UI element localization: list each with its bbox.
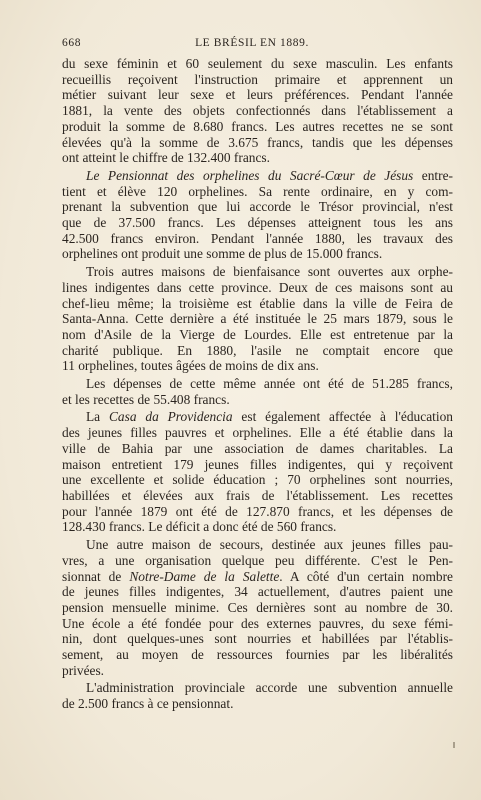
paragraph-7 bbox=[62, 680, 453, 711]
text-line: élevées qu'à la somme de 3.675 francs, tandis que les dépenses bbox=[62, 134, 453, 150]
text-line: L'administration provinciale accorde une subvention annuelle bbox=[86, 680, 453, 696]
text-line: pour l'année 1879 ont été de 127.870 francs, et les dépenses de bbox=[62, 503, 453, 519]
text-line: recueillis reçoivent l'instruction primaire et apprennent un bbox=[62, 71, 453, 87]
institution-name-casa-providencia: Casa da Providencia bbox=[108, 409, 233, 425]
text-fragment: est également affectée à l'éducation bbox=[232, 409, 453, 425]
text-line: Une autre maison de secours, destinée aux jeunes filles pau- bbox=[86, 537, 453, 553]
text-line: chef-lieu même; la troisième est établie dans la ville de Feira de bbox=[62, 295, 453, 311]
paper-speck bbox=[453, 742, 455, 748]
text-line: du sexe féminin et 60 seulement du sexe masculin. Les enfants bbox=[62, 56, 453, 71]
paragraph-2 bbox=[62, 168, 453, 262]
text-line: privées. bbox=[62, 662, 105, 678]
body-text bbox=[62, 56, 453, 712]
text-line: des jeunes filles pauvres et orphelines. Elle a été établie dans la bbox=[62, 425, 453, 441]
text-line: Trois autres maisons de bienfaisance sont ouvertes aux orphe- bbox=[86, 264, 453, 280]
text-line: produit la somme de 8.680 francs. Les autres recettes ne se sont bbox=[62, 118, 453, 134]
institution-name-salette: Notre-Dame de la Salette bbox=[129, 568, 280, 584]
paragraph-4 bbox=[62, 376, 453, 407]
text-line: Les dépenses de cette même année ont été de 51.285 francs, bbox=[86, 376, 453, 392]
text-fragment: La bbox=[86, 409, 109, 425]
text-line: une excellente et solide éducation ; 70 orphelines sont nourries, bbox=[62, 472, 453, 488]
text-line: 1881, la vente des objets confectionnés dans l'établissement a bbox=[62, 103, 453, 119]
text-line: Une école a été fondée pour des externes pauvres, du sexe fémi- bbox=[62, 615, 453, 631]
text-line: 11 orphelines, toutes âgées de moins de dix ans. bbox=[62, 358, 319, 374]
text-line: maison entretient 179 jeunes filles indigentes, qui y reçoivent bbox=[62, 456, 453, 472]
text-fragment: sionnat de bbox=[62, 568, 130, 584]
running-head bbox=[62, 37, 442, 51]
text-line: charité publique. En 1880, l'asile ne comptait encore que bbox=[62, 342, 453, 358]
text-line: 42.500 francs environ. Pendant l'année 1880, les travaux des bbox=[62, 230, 453, 246]
text-line: ville de Bahia par une association de dames charitables. La bbox=[62, 440, 453, 456]
text-line: orphelines ont produit une somme de plus de 15.000 francs. bbox=[62, 246, 383, 262]
text-line bbox=[62, 168, 453, 184]
institution-name-sacre-coeur: Le Pensionnat des orphelines du Sacré-Cœur de Jésus bbox=[86, 167, 414, 183]
text-line: nin, dont quelques-unes sont nourries et habillées par l'établis- bbox=[62, 631, 453, 647]
running-title: LE BRÉSIL EN 1889. bbox=[195, 37, 309, 49]
text-line: sement, au moyen de ressources fournies par les libéralités bbox=[62, 647, 453, 663]
paragraph-6 bbox=[62, 537, 453, 678]
text-line: de 2.500 francs à ce pensionnat. bbox=[62, 696, 234, 712]
text-line: et les recettes de 55.408 francs. bbox=[62, 391, 230, 407]
text-line: que de 37.500 francs. Les dépenses atteignent tous les ans bbox=[62, 215, 453, 231]
text-line: 128.430 francs. Le déficit a donc été de 560 francs. bbox=[62, 519, 337, 535]
page-number: 668 bbox=[62, 37, 82, 49]
text-line: habillées et élevées aux frais de l'établissement. Les recettes bbox=[62, 487, 453, 503]
text-line: prenant la subvention que lui accorde le Trésor provincial, n'est bbox=[62, 199, 453, 215]
text-line: Santa-Anna. Cette dernière a été instituée le 25 mars 1879, sous le bbox=[62, 311, 453, 327]
paragraph-1 bbox=[62, 56, 453, 166]
text-line bbox=[62, 409, 453, 425]
paragraph-3 bbox=[62, 264, 453, 374]
text-line: métier suivant leur sexe et leurs préférences. Pendant l'année bbox=[62, 87, 453, 103]
text-fragment: entre- bbox=[413, 167, 453, 183]
text-line: pension mensuelle minime. Ces dernières sont au nombre de 30. bbox=[62, 599, 453, 615]
text-line: ont atteint le chiffre de 132.400 francs. bbox=[62, 150, 270, 166]
text-line: de jeunes filles indigentes, 34 actuellement, d'autres paient une bbox=[62, 584, 453, 600]
text-line: vres, a une organisation quelque peu différente. C'est le Pen- bbox=[62, 552, 453, 568]
text-fragment: . A côté d'un certain nombre bbox=[279, 568, 453, 584]
text-line: nom d'Asile de la Vierge de Lourdes. Elle est entretenue par la bbox=[62, 326, 453, 342]
paragraph-5 bbox=[62, 409, 453, 535]
text-line bbox=[62, 569, 453, 585]
text-line: tient et élève 120 orphelines. Sa rente ordinaire, en y com- bbox=[62, 183, 453, 199]
text-line: lines indigentes dans cette province. Deux de ces maisons sont au bbox=[62, 279, 453, 295]
